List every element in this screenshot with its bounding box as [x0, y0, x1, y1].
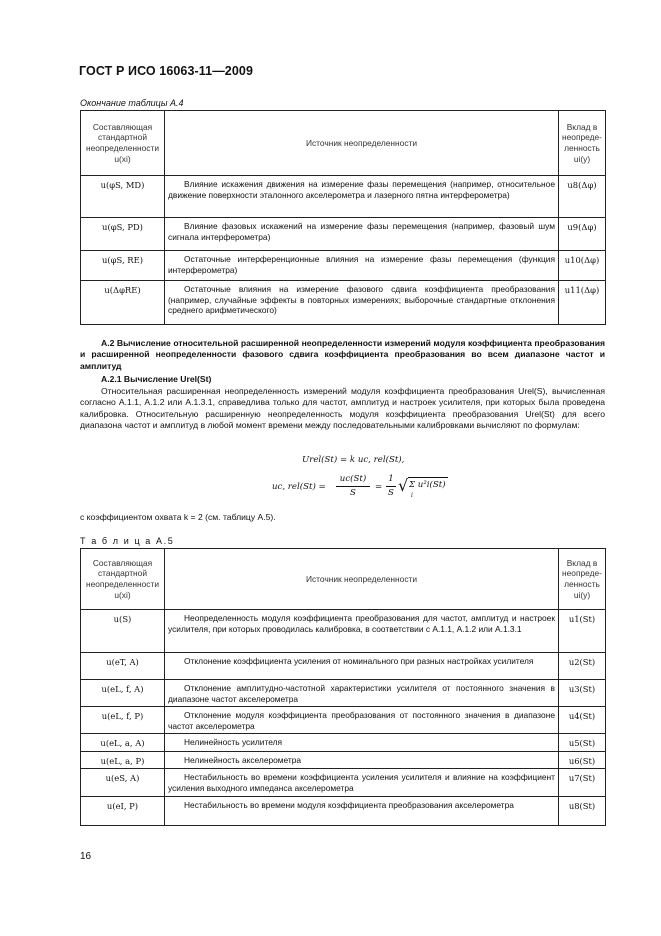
- formula2-lhs: uc, rel(St) =: [272, 482, 326, 492]
- cell-contribution: u1(St): [559, 610, 606, 653]
- document-header: ГОСТ Р ИСО 16063-11—2009: [79, 64, 254, 78]
- table-row: [81, 680, 606, 707]
- sqrt-icon: √: [398, 476, 409, 495]
- formula2-numerator: uc(St): [339, 474, 367, 484]
- cell-symbol: u(φS, RE): [81, 251, 165, 281]
- table-row: [81, 281, 606, 325]
- cell-source: Остаточные интерференционные влияния на измерение фазы перемещения (функция интерферометра): [165, 251, 559, 281]
- cell-symbol: u(eS, A): [81, 769, 165, 797]
- col-header-component: Составляющая стандартной неопределенности u(xi): [81, 549, 165, 610]
- table-row: [81, 769, 606, 797]
- cell-symbol: u(eL, f, A): [81, 680, 165, 707]
- cell-symbol: u(eI, P): [81, 797, 165, 826]
- table-a4: [80, 110, 606, 325]
- table-row: [81, 218, 606, 251]
- col-header-source: Источник неопределенности: [165, 111, 559, 176]
- cell-contribution: u11(Δφ): [559, 281, 606, 325]
- cell-symbol: u(eL, a, P): [81, 752, 165, 769]
- table-row: [81, 653, 606, 680]
- cell-source: Отклонение амплитудно-частотной характеристики усилителя от постоянного значения в диапазоне частот акселерометра: [165, 680, 559, 707]
- table-row: [81, 734, 606, 752]
- cell-contribution: u6(St): [559, 752, 606, 769]
- table-a5-caption: Т а б л и ц а А.5: [80, 536, 175, 546]
- formula2-denominator: S: [350, 488, 356, 498]
- cell-symbol: u(ΔφRE): [81, 281, 165, 325]
- cell-source: Отклонение коэффициента усиления от номинального при разных настройках усилителя: [165, 653, 559, 680]
- sqrt-bar: [408, 477, 448, 478]
- cell-contribution: u5(St): [559, 734, 606, 752]
- table-row: [81, 752, 606, 769]
- formula2-sqrt-body: Σ u²i(St): [409, 480, 446, 490]
- cell-source: Неопределенность модуля коэффициента преобразования для частот, амплитуд и настроек усилителя, при которых проводилась калибровка, в соответствии с А.1.1, А.1.2 или А.1.3.1: [165, 610, 559, 653]
- col-header-contribution: Вклад в неопреде-ленность ui(y): [559, 111, 606, 176]
- fraction-bar: [336, 486, 370, 487]
- formula2-equals: =: [375, 482, 383, 492]
- formula2-sum-denominator: S: [388, 488, 394, 498]
- cell-source: Нелинейность акселерометра: [165, 752, 559, 769]
- cell-contribution: u8(Δφ): [559, 176, 606, 218]
- cell-source: Нестабильность во времени модуля коэффициента преобразования акселерометра: [165, 797, 559, 826]
- table-a4-header-row: [81, 111, 606, 176]
- table-a5: [80, 548, 606, 826]
- fraction-bar: [386, 486, 396, 487]
- formula-combined-uncertainty: [272, 474, 452, 508]
- cell-source: Влияние искажения движения на измерение фазы перемещения (например, относительное движение поверхности эталонного акселерометра и лазерного пятна интерферометра): [165, 176, 559, 218]
- page-number: 16: [80, 851, 92, 862]
- cell-contribution: u7(St): [559, 769, 606, 797]
- cell-contribution: u10(Δφ): [559, 251, 606, 281]
- cell-symbol: u(eT, A): [81, 653, 165, 680]
- cell-symbol: u(eL, f, P): [81, 707, 165, 734]
- table-a5-header-row: [81, 549, 606, 610]
- cell-symbol: u(eL, a, A): [81, 734, 165, 752]
- cell-source: Влияние фазовых искажений на измерение фазы перемещения (например, фазовый шум сигнала интерферометра): [165, 218, 559, 251]
- cell-source: Отклонение модуля коэффициента преобразования от постоянного значения в диапазоне частот акселерометра: [165, 707, 559, 734]
- cell-source: Остаточные влияния на измерение фазового сдвига коэффициента преобразования (например, случайные эффекты в повторных измерениях; выборочные стандартные отклонения среднего арифметического): [165, 281, 559, 325]
- col-header-source: Источник неопределенности: [165, 549, 559, 610]
- col-header-contribution: Вклад в неопреде-ленность ui(y): [559, 549, 606, 610]
- formula2-sum-index: i: [411, 492, 413, 499]
- cell-contribution: u2(St): [559, 653, 606, 680]
- cell-symbol: u(S): [81, 610, 165, 653]
- cell-contribution: u9(Δφ): [559, 218, 606, 251]
- table-a4-caption: Окончание таблицы А.4: [80, 98, 184, 108]
- formula2-one: 1: [388, 474, 394, 484]
- table-row: [81, 251, 606, 281]
- table-row: [81, 707, 606, 734]
- section-heading: А.2 Вычисление относительной расширенной неопределенности измерений модуля коэффициента преобразования и расширенной неопределенности фазового сдвига коэффициента преобразования во всем диапазоне частот и амплитуд: [80, 338, 605, 371]
- cell-symbol: u(φS, MD): [81, 176, 165, 218]
- table-row: [81, 797, 606, 826]
- cell-symbol: u(φS, PD): [81, 218, 165, 251]
- section-paragraph: Относительная расширенная неопределенность измерений модуля коэффициента преобразования Urel(S), вычисленная согласно А.1.1, А.1.2 или А.1.3.1, справедлива только для частот, амплитуд и настроек усилителя, при которых была проведена калибровка. Относительную расширенную неопределенность модуля коэффициента преобразования Urel(St) для всего диапазона частот и амплитуд в любой момент времени между последовательными калибровками вычисляют по формулам:: [80, 386, 605, 431]
- cell-contribution: u4(St): [559, 707, 606, 734]
- coverage-factor-note: с коэффициентом охвата k = 2 (см. таблицу А.5).: [80, 512, 276, 522]
- formula-expanded-uncertainty: Urel(St) = k uc, rel(St),: [302, 455, 405, 465]
- table-row: [81, 610, 606, 653]
- table-row: [81, 176, 606, 218]
- col-header-component: Составляющая стандартной неопределенности u(xi): [81, 111, 165, 176]
- cell-contribution: u3(St): [559, 680, 606, 707]
- cell-source: Нелинейность усилителя: [165, 734, 559, 752]
- cell-contribution: u8(St): [559, 797, 606, 826]
- subsection-heading: А.2.1 Вычисление Urel(St): [101, 374, 212, 384]
- cell-source: Нестабильность во времени коэффициента усиления усилителя и влияние на коэффициент усиления выходного импеданса акселерометра: [165, 769, 559, 797]
